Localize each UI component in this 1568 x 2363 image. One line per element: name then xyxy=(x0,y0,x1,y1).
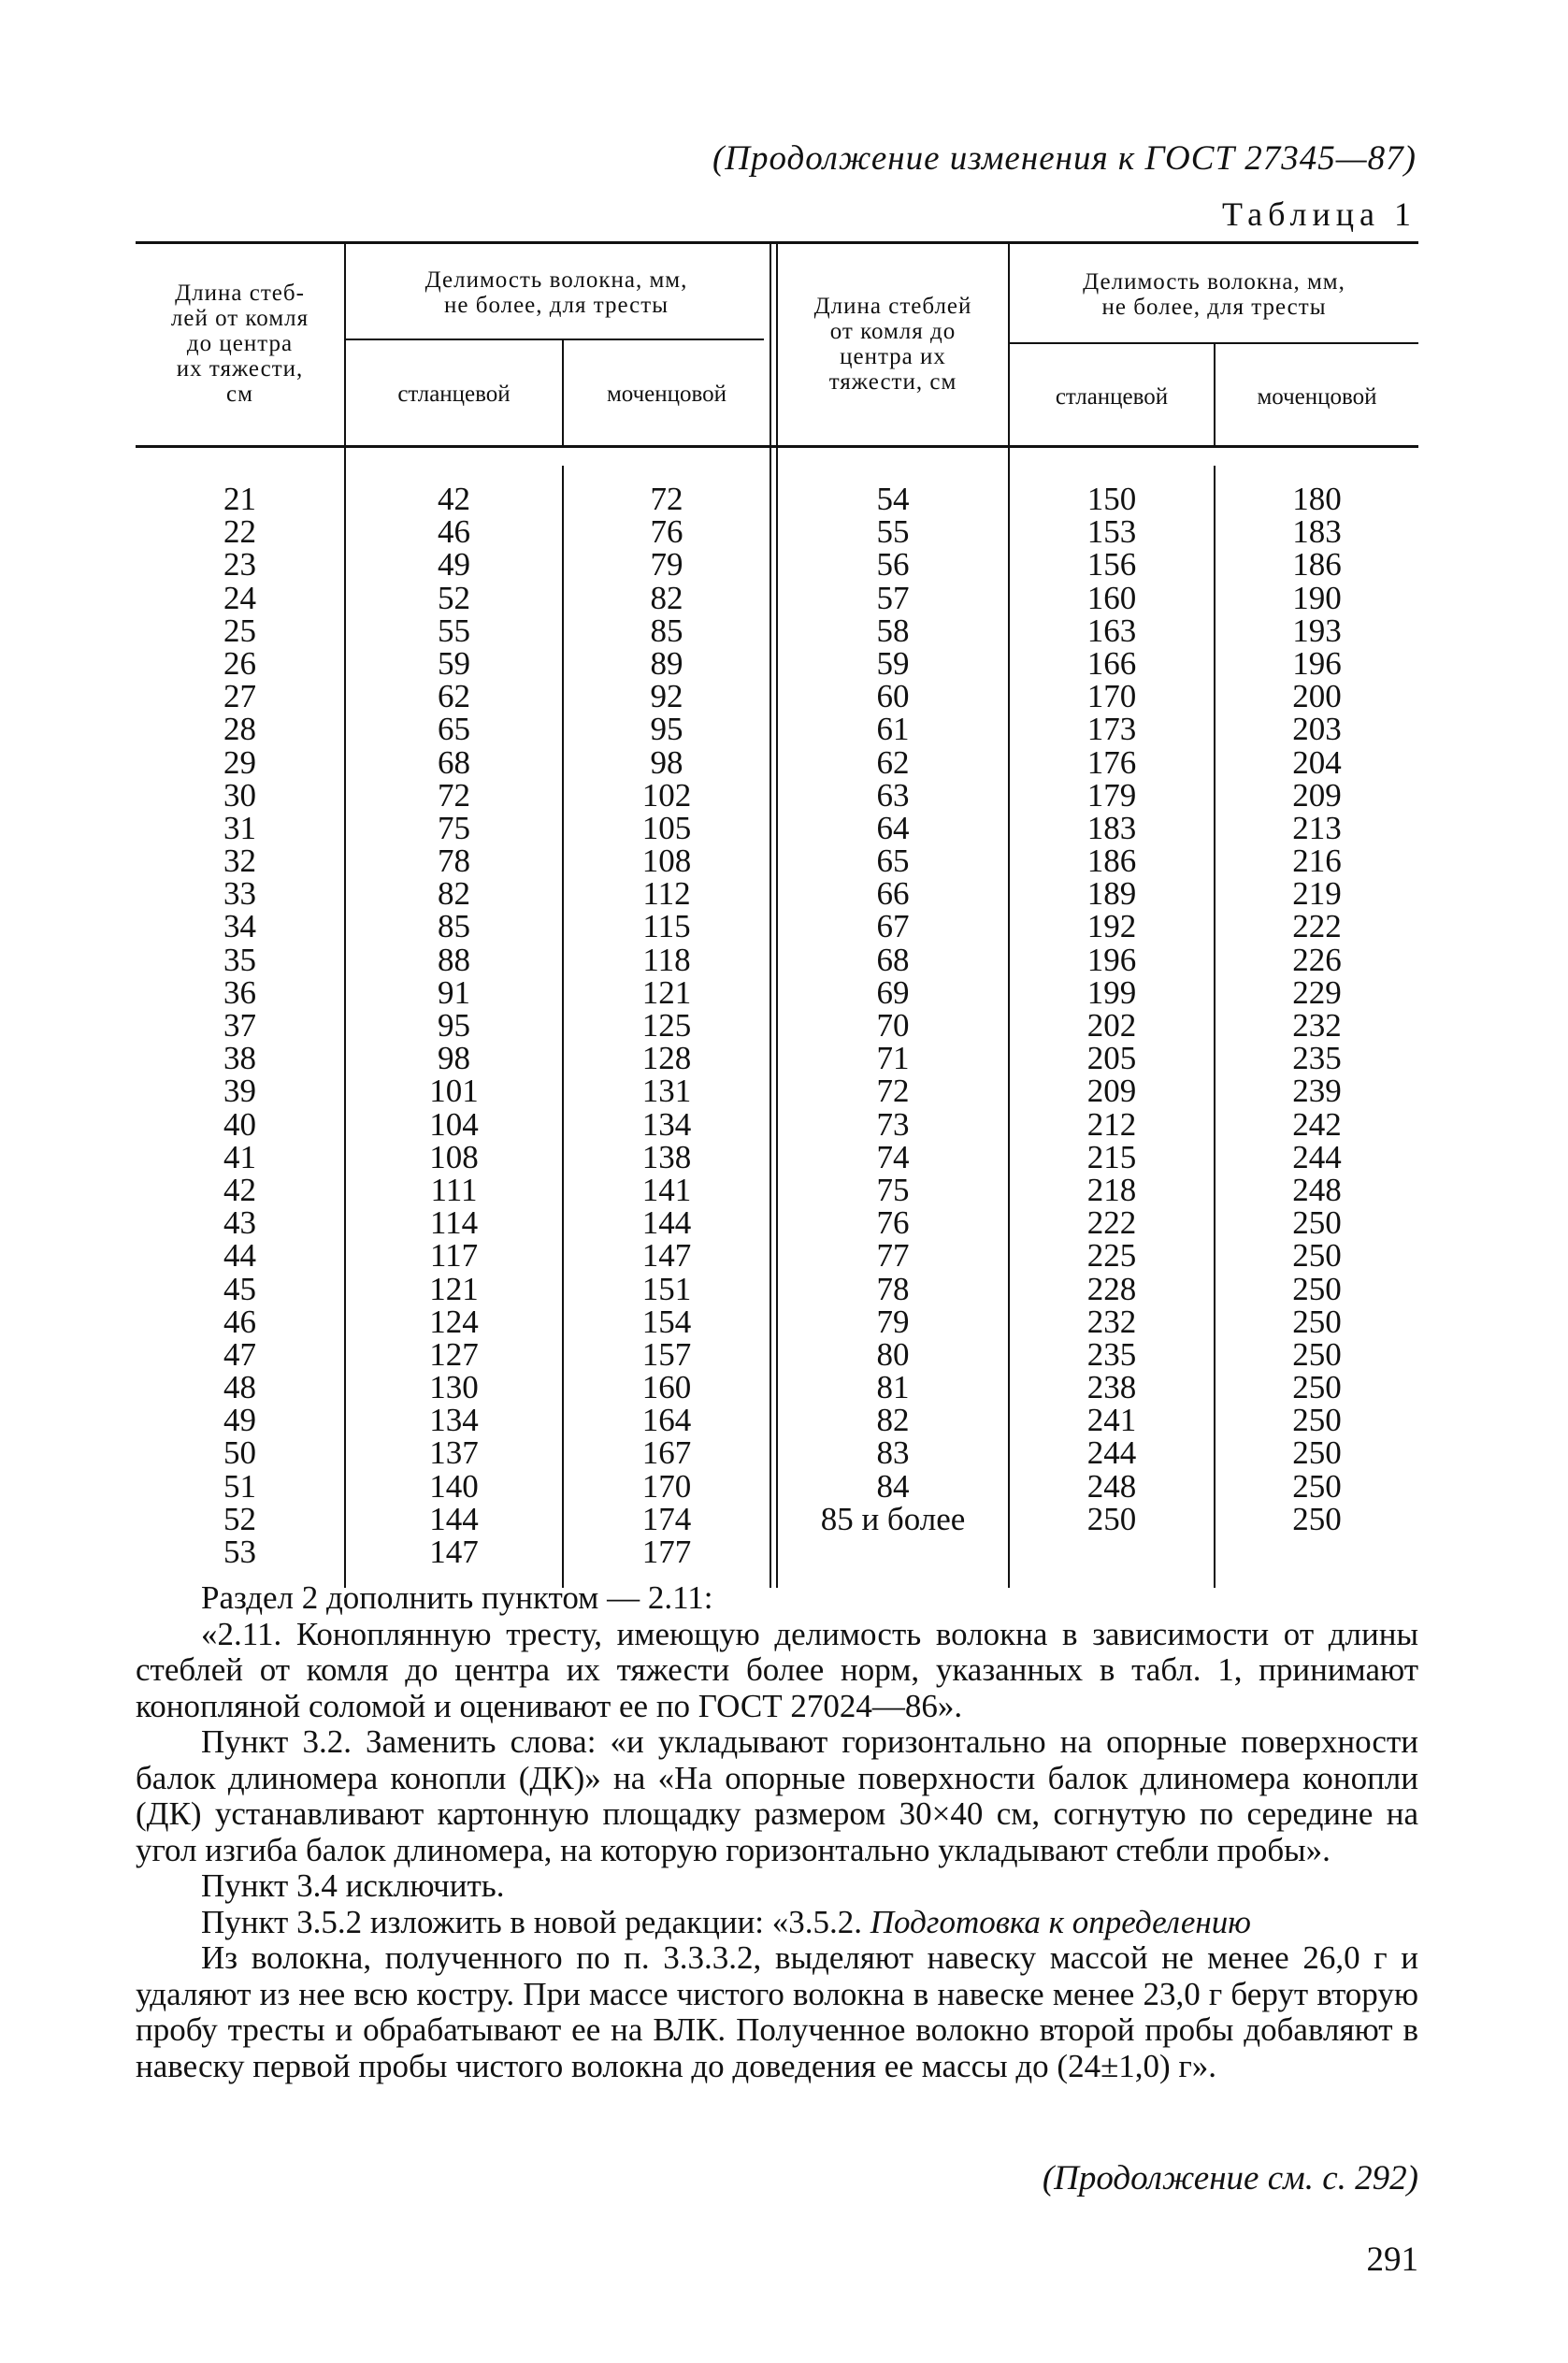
table-cell: 216 xyxy=(1292,843,1342,880)
table-cell: 189 xyxy=(1086,875,1137,913)
table-cell: 25 xyxy=(223,612,256,649)
table-cell: 54 xyxy=(876,481,910,517)
table-cell: 170 xyxy=(1086,678,1137,715)
table-cell: 57 xyxy=(876,579,910,616)
table-cell: 147 xyxy=(641,1237,692,1275)
table-cell: 39 xyxy=(223,1073,256,1110)
table-cell: 36 xyxy=(223,973,256,1011)
col-stlan-left xyxy=(346,483,562,1568)
continuation-footer: (Продолжение см. с. 292) xyxy=(1042,2159,1418,2197)
table-cell: 104 xyxy=(429,1105,479,1143)
paragraph-lead: Пункт 3.5.2 изложить в новой редакции: «3.5.2. xyxy=(201,1903,870,1940)
table-cell: 199 xyxy=(1086,973,1137,1011)
table-cell: 21 xyxy=(223,481,256,517)
header-line: не более, для тресты xyxy=(444,293,669,318)
table-cell: 71 xyxy=(876,1040,910,1077)
table-cell: 117 xyxy=(429,1237,479,1275)
table-label: Таблица 1 xyxy=(1222,195,1417,233)
table-cell: 205 xyxy=(1086,1040,1137,1077)
table-cell: 73 xyxy=(876,1105,910,1143)
header-line: до центра xyxy=(186,331,294,356)
table-cell: 52 xyxy=(223,1500,256,1537)
subheader-mochen-right: моченцовой xyxy=(1257,384,1377,410)
table-cell: 196 xyxy=(1086,941,1137,978)
table-cell: 213 xyxy=(1292,809,1342,846)
table-cell: 170 xyxy=(641,1467,692,1505)
table-cell: 226 xyxy=(1292,941,1342,978)
table-cell: 80 xyxy=(876,1335,910,1373)
table-cell: 51 xyxy=(223,1467,256,1505)
table-cell: 95 xyxy=(650,711,683,748)
table-cell: 218 xyxy=(1086,1171,1137,1208)
table-cell: 42 xyxy=(438,481,470,517)
table-cell: 248 xyxy=(1292,1171,1342,1208)
table-cell: 147 xyxy=(429,1534,479,1570)
table-cell: 27 xyxy=(223,678,256,715)
table-cell: 130 xyxy=(429,1369,479,1406)
table-cell: 151 xyxy=(641,1270,692,1307)
table-cell: 111 xyxy=(430,1171,478,1208)
table-cell: 134 xyxy=(429,1402,479,1439)
table-cell: 68 xyxy=(876,941,910,978)
table-cell: 50 xyxy=(223,1434,256,1472)
table-cell: 121 xyxy=(429,1270,479,1307)
table-cell: 163 xyxy=(1086,612,1137,649)
body-text xyxy=(136,1580,1418,2084)
table-cell: 112 xyxy=(642,875,691,913)
table-cell: 228 xyxy=(1086,1270,1137,1307)
table-cell: 250 xyxy=(1292,1500,1342,1537)
table-cell: 102 xyxy=(641,776,692,814)
table-cell: 115 xyxy=(642,908,691,945)
table-cell: 48 xyxy=(223,1369,256,1406)
table-cell: 40 xyxy=(223,1105,256,1143)
table-cell: 78 xyxy=(876,1270,910,1307)
subheader-stlan-right: стланцевой xyxy=(1055,384,1169,410)
table-cell: 26 xyxy=(223,644,256,682)
table-cell: 244 xyxy=(1292,1138,1342,1175)
table-cell: 101 xyxy=(429,1073,479,1110)
table-cell: 209 xyxy=(1292,776,1342,814)
table-cell: 85 и более xyxy=(820,1500,966,1537)
table-cell: 30 xyxy=(223,776,256,814)
table-cell: 114 xyxy=(429,1204,479,1242)
table-cell: 66 xyxy=(876,875,910,913)
table-cell: 38 xyxy=(223,1040,256,1077)
table-cell: 173 xyxy=(1086,711,1137,748)
table-cell: 144 xyxy=(429,1500,479,1537)
table-cell: 250 xyxy=(1292,1369,1342,1406)
table-cell: 23 xyxy=(223,546,256,584)
header-group-right xyxy=(1010,269,1418,320)
table-cell: 65 xyxy=(438,711,470,748)
table-cell: 131 xyxy=(641,1073,692,1110)
table-cell: 160 xyxy=(1086,579,1137,616)
table-cell: 89 xyxy=(650,644,683,682)
table-cell: 180 xyxy=(1292,481,1342,517)
table-cell: 56 xyxy=(876,546,910,584)
table-cell: 82 xyxy=(650,579,683,616)
table-cell: 137 xyxy=(429,1434,479,1472)
table-cell: 150 xyxy=(1086,481,1137,517)
table-cell: 60 xyxy=(876,678,910,715)
table-cell: 74 xyxy=(876,1138,910,1175)
col-divider-double-a xyxy=(770,241,771,1588)
table-cell: 144 xyxy=(641,1204,692,1242)
table-cell: 190 xyxy=(1292,579,1342,616)
col-mochen-right xyxy=(1216,483,1418,1535)
header-line: Делимость волокна, мм, xyxy=(424,267,688,293)
table-cell: 95 xyxy=(438,1007,470,1044)
table-cell: 244 xyxy=(1086,1434,1137,1472)
col-stlan-right xyxy=(1010,483,1214,1535)
table-cell: 29 xyxy=(223,743,256,781)
table-cell: 118 xyxy=(642,941,691,978)
table-cell: 250 xyxy=(1086,1500,1137,1537)
table-cell: 241 xyxy=(1086,1402,1137,1439)
table-cell: 176 xyxy=(1086,743,1137,781)
header-line: их тяжести, xyxy=(176,356,304,382)
subheader-stlan-left: стланцевой xyxy=(397,382,511,407)
table-cell: 174 xyxy=(641,1500,692,1537)
table-cell: 77 xyxy=(876,1237,910,1275)
table-cell: 84 xyxy=(876,1467,910,1505)
table-cell: 179 xyxy=(1086,776,1137,814)
table-cell: 167 xyxy=(641,1434,692,1472)
table-cell: 250 xyxy=(1292,1402,1342,1439)
table-cell: 31 xyxy=(223,809,256,846)
col-mochen-left xyxy=(564,483,770,1568)
table-cell: 138 xyxy=(641,1138,692,1175)
group-rule-left xyxy=(346,339,764,340)
table-cell: 134 xyxy=(641,1105,692,1143)
header-line: не более, для тресты xyxy=(1101,295,1327,320)
table-cell: 156 xyxy=(1086,546,1137,584)
table-cell: 41 xyxy=(223,1138,256,1175)
table-cell: 69 xyxy=(876,973,910,1011)
paragraph-italic-heading: Подготовка к определению xyxy=(870,1903,1251,1940)
table-cell: 164 xyxy=(641,1402,692,1439)
table-cell: 212 xyxy=(1086,1105,1137,1143)
header-line: Длина стеблей xyxy=(813,294,972,319)
table-cell: 33 xyxy=(223,875,256,913)
table-cell: 186 xyxy=(1086,843,1137,880)
table-cell: 34 xyxy=(223,908,256,945)
table-cell: 160 xyxy=(641,1369,692,1406)
table-cell: 68 xyxy=(438,743,470,781)
table-cell: 85 xyxy=(438,908,470,945)
table-cell: 81 xyxy=(876,1369,910,1406)
table-cell: 58 xyxy=(876,612,910,649)
table-cell: 35 xyxy=(223,941,256,978)
header-line: см xyxy=(226,382,253,407)
table-cell: 124 xyxy=(429,1303,479,1340)
table-cell: 83 xyxy=(876,1434,910,1472)
table-cell: 105 xyxy=(641,809,692,846)
paragraph: Из волокна, полученного по п. 3.3.3.2, выделяют навеску массой не менее 26,0 г и удаляют из нее всю костру. При массе чистого волокна в навеске менее 23,0 г берут вторую пробу тресты и обрабатывают ее на ВЛК. Полученное волокно второй пробы добавляют в навеску первой пробы чистого волокна до доведения ее массы до (24±1,0) г». xyxy=(136,1939,1418,2084)
table-cell: 42 xyxy=(223,1171,256,1208)
table-cell: 141 xyxy=(641,1171,692,1208)
table-cell: 215 xyxy=(1086,1138,1137,1175)
table-cell: 204 xyxy=(1292,743,1342,781)
table-cell: 98 xyxy=(438,1040,470,1077)
table-cell: 248 xyxy=(1086,1467,1137,1505)
continuation-header: (Продолжение изменения к ГОСТ 27345—87) xyxy=(712,139,1417,178)
table-cell: 202 xyxy=(1086,1007,1137,1044)
table-cell: 166 xyxy=(1086,644,1137,682)
table-cell: 53 xyxy=(223,1534,256,1570)
table-cell: 225 xyxy=(1086,1237,1137,1275)
table-cell: 88 xyxy=(438,941,470,978)
table-cell: 229 xyxy=(1292,973,1342,1011)
table-cell: 62 xyxy=(876,743,910,781)
table-cell: 209 xyxy=(1086,1073,1137,1110)
table-cell: 75 xyxy=(876,1171,910,1208)
table-cell: 153 xyxy=(1086,513,1137,551)
table-cell: 46 xyxy=(438,513,470,551)
table-cell: 232 xyxy=(1292,1007,1342,1044)
table-cell: 239 xyxy=(1292,1073,1342,1110)
header-line: тяжести, см xyxy=(828,369,957,395)
table-cell: 196 xyxy=(1292,644,1342,682)
table-cell: 232 xyxy=(1086,1303,1137,1340)
table-cell: 44 xyxy=(223,1237,256,1275)
header-group-left xyxy=(346,267,767,318)
table-cell: 183 xyxy=(1292,513,1342,551)
table-cell: 63 xyxy=(876,776,910,814)
table-cell: 235 xyxy=(1086,1335,1137,1373)
table-cell: 59 xyxy=(438,644,470,682)
table-cell: 92 xyxy=(650,678,683,715)
header-line: Длина стеб- xyxy=(175,281,305,306)
table-cell: 72 xyxy=(876,1073,910,1110)
data-table xyxy=(136,241,1418,1588)
table-cell: 250 xyxy=(1292,1237,1342,1275)
table-cell: 250 xyxy=(1292,1467,1342,1505)
table-cell: 64 xyxy=(876,809,910,846)
header-line: Делимость волокна, мм, xyxy=(1083,269,1345,295)
table-cell: 49 xyxy=(223,1402,256,1439)
table-cell: 59 xyxy=(876,644,910,682)
table-cell: 222 xyxy=(1086,1204,1137,1242)
header-length-left xyxy=(136,281,344,407)
table-cell: 47 xyxy=(223,1335,256,1373)
table-cell: 79 xyxy=(650,546,683,584)
header-line: центра их xyxy=(840,344,946,369)
table-cell: 79 xyxy=(876,1303,910,1340)
header-line: лей от комля xyxy=(170,306,309,331)
table-cell: 82 xyxy=(876,1402,910,1439)
table-cell: 76 xyxy=(876,1204,910,1242)
table-cell: 121 xyxy=(641,973,692,1011)
table-cell: 108 xyxy=(429,1138,479,1175)
table-cell: 108 xyxy=(641,843,692,880)
table-cell: 78 xyxy=(438,843,470,880)
table-cell: 219 xyxy=(1292,875,1342,913)
table-cell: 52 xyxy=(438,579,470,616)
table-cell: 125 xyxy=(641,1007,692,1044)
paragraph: Раздел 2 дополнить пунктом — 2.11: xyxy=(201,1579,713,1616)
table-cell: 62 xyxy=(438,678,470,715)
table-cell: 222 xyxy=(1292,908,1342,945)
table-cell: 250 xyxy=(1292,1204,1342,1242)
header-length-right xyxy=(778,294,1008,395)
page-number: 291 xyxy=(1366,2241,1418,2279)
table-cell: 177 xyxy=(641,1534,692,1570)
table-cell: 82 xyxy=(438,875,470,913)
table-cell: 186 xyxy=(1292,546,1342,584)
table-cell: 157 xyxy=(641,1335,692,1373)
table-cell: 45 xyxy=(223,1270,256,1307)
table-cell: 22 xyxy=(223,513,256,551)
paragraph: Пункт 3.2. Заменить слова: «и укладывают горизонтально на опорные поверхности балок длиномера конопли (ДК)» на «На опорные поверхности балок длиномера конопли (ДК) устанавливают картонную площадку размером 30×40 см, согнутую по середине на угол изгиба балок длиномера, на которую горизонтально укладывают стебли пробы». xyxy=(136,1723,1418,1868)
table-cell: 43 xyxy=(223,1204,256,1242)
table-cell: 183 xyxy=(1086,809,1137,846)
subheader-mochen-left: моченцовой xyxy=(606,382,727,407)
table-cell: 70 xyxy=(876,1007,910,1044)
table-cell: 242 xyxy=(1292,1105,1342,1143)
col-length-right xyxy=(778,483,1008,1535)
table-cell: 200 xyxy=(1292,678,1342,715)
paragraph xyxy=(136,1905,1418,1941)
table-cell: 192 xyxy=(1086,908,1137,945)
table-cell: 72 xyxy=(438,776,470,814)
table-cell: 250 xyxy=(1292,1434,1342,1472)
table-cell: 61 xyxy=(876,711,910,748)
table-cell: 193 xyxy=(1292,612,1342,649)
table-cell: 235 xyxy=(1292,1040,1342,1077)
table-cell: 140 xyxy=(429,1467,479,1505)
table-cell: 49 xyxy=(438,546,470,584)
table-cell: 24 xyxy=(223,579,256,616)
table-cell: 67 xyxy=(876,908,910,945)
table-cell: 128 xyxy=(641,1040,692,1077)
table-cell: 32 xyxy=(223,843,256,880)
paragraph: «2.11. Коноплянную тресту, имеющую делимость волокна в зависимости от длины стеблей от комля до центра их тяжести более норм, указанных в табл. 1, принимают конопляной соломой и оценивают ее по ГОСТ 27024—86». xyxy=(136,1615,1418,1724)
table-cell: 203 xyxy=(1292,711,1342,748)
table-cell: 46 xyxy=(223,1303,256,1340)
table-cell: 55 xyxy=(876,513,910,551)
table-cell: 37 xyxy=(223,1007,256,1044)
col-length-left xyxy=(136,483,344,1568)
table-cell: 65 xyxy=(876,843,910,880)
table-cell: 75 xyxy=(438,809,470,846)
table-cell: 85 xyxy=(650,612,683,649)
table-cell: 250 xyxy=(1292,1335,1342,1373)
table-cell: 250 xyxy=(1292,1303,1342,1340)
table-cell: 238 xyxy=(1086,1369,1137,1406)
table-cell: 154 xyxy=(641,1303,692,1340)
table-cell: 55 xyxy=(438,612,470,649)
table-cell: 127 xyxy=(429,1335,479,1373)
paragraph: Пункт 3.4 исключить. xyxy=(201,1867,505,1904)
table-cell: 91 xyxy=(438,973,470,1011)
table-cell: 76 xyxy=(650,513,683,551)
table-cell: 28 xyxy=(223,711,256,748)
table-cell: 250 xyxy=(1292,1270,1342,1307)
table-cell: 98 xyxy=(650,743,683,781)
table-cell: 72 xyxy=(650,481,683,517)
header-line: от комля до xyxy=(829,319,957,344)
